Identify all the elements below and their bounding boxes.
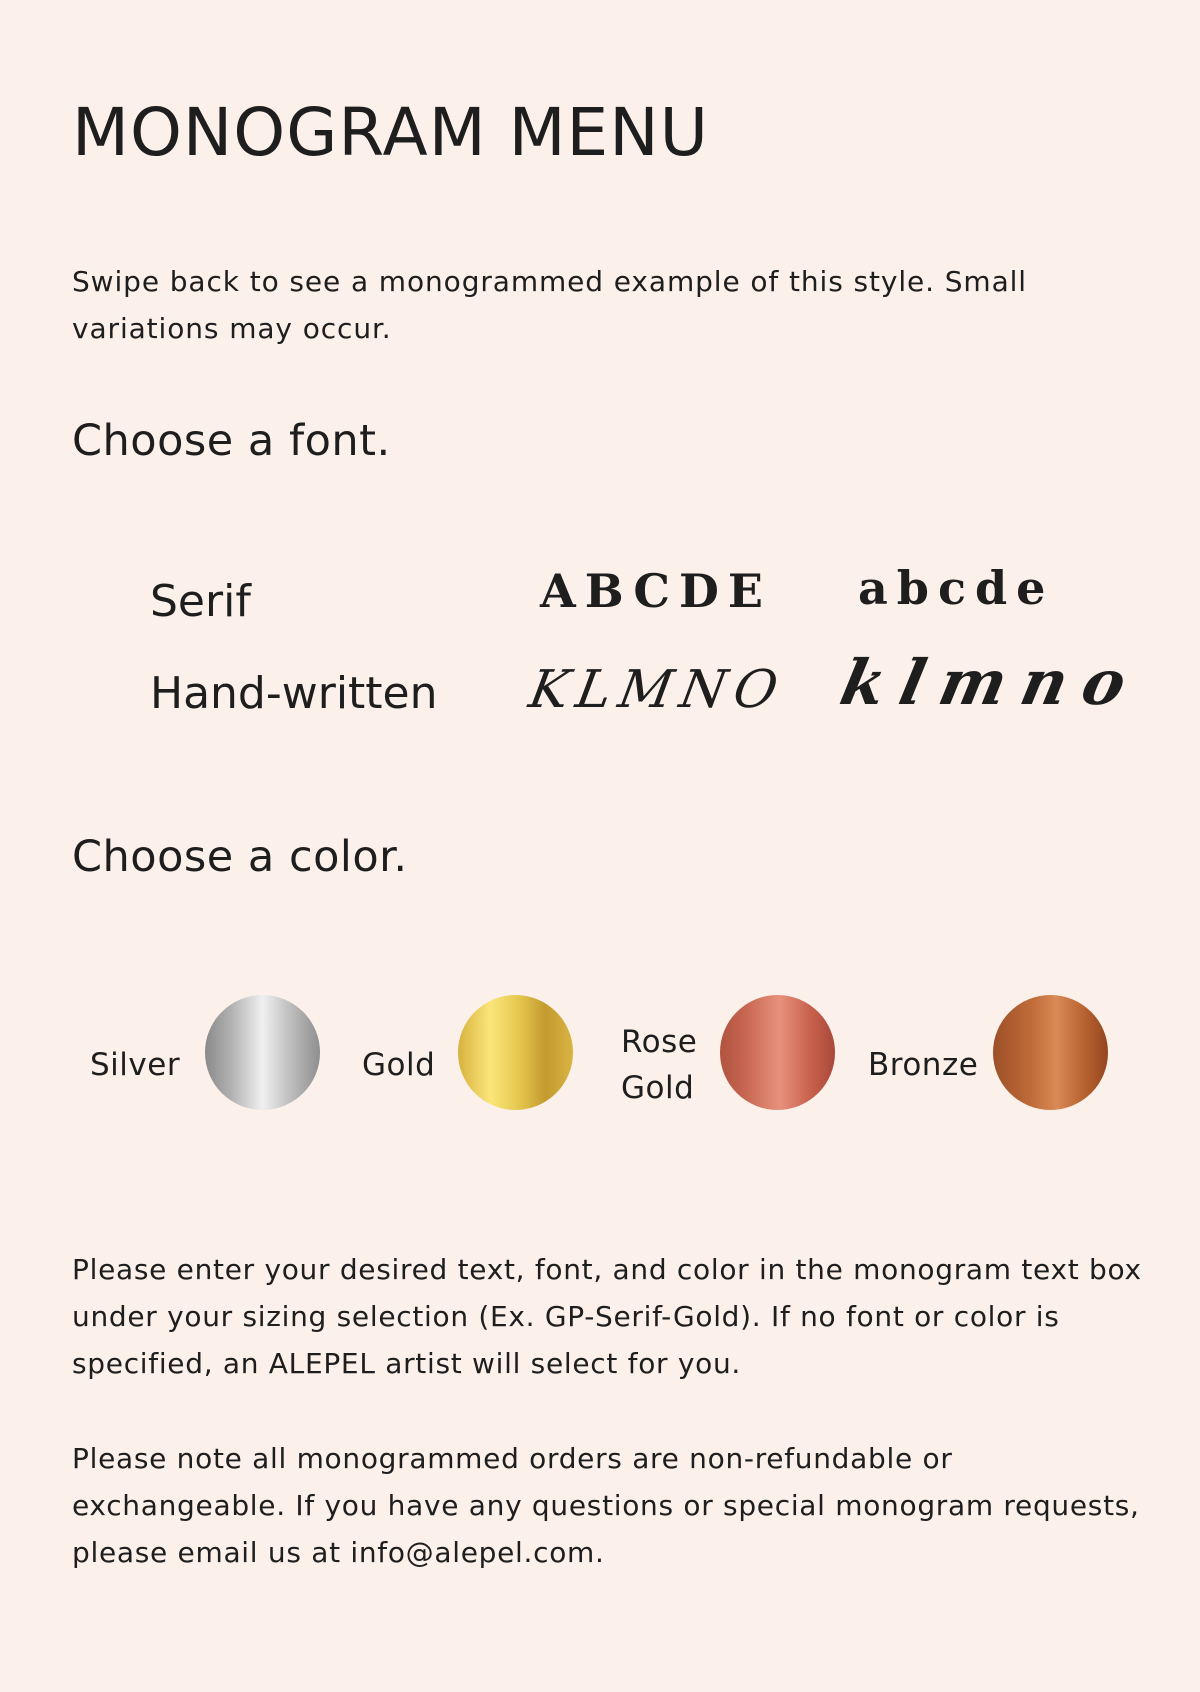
handwritten-uppercase-sample: KLMNO	[524, 660, 791, 720]
color-label-gold: Gold	[362, 1047, 436, 1083]
font-section-heading: Choose a font.	[72, 416, 391, 466]
color-label-rose-gold: Rose Gold	[621, 1024, 698, 1106]
gold-swatch[interactable]	[458, 995, 573, 1110]
font-option-handwritten-label: Hand-written	[150, 668, 438, 719]
serif-uppercase-sample: ABCDE	[540, 564, 772, 618]
font-option-serif-label: Serif	[150, 576, 251, 627]
policy-note-text: Please note all monogrammed orders are non-refundable or exchangeable. If you have any questions or special monogram requests, please email us at info@alepel.com.	[72, 1442, 1140, 1569]
color-label-silver: Silver	[90, 1047, 181, 1083]
bronze-swatch[interactable]	[993, 995, 1108, 1110]
instructions-text: Please enter your desired text, font, and color in the monogram text box under your sizing selection (Ex. GP-Serif-Gold). If no font or color is specified, an ALEPEL artist will select for you.	[72, 1253, 1142, 1380]
serif-lowercase-sample: abcde	[858, 561, 1055, 615]
intro-text: Swipe back to see a monogrammed example of this style. Small variations may occur.	[72, 265, 1027, 345]
rose-gold-swatch[interactable]	[720, 995, 835, 1110]
color-label-bronze: Bronze	[868, 1047, 979, 1083]
silver-swatch[interactable]	[205, 995, 320, 1110]
handwritten-lowercase-sample: klmno	[834, 646, 1149, 719]
color-section-heading: Choose a color.	[72, 832, 408, 882]
page-title: MONOGRAM MENU	[72, 94, 709, 171]
